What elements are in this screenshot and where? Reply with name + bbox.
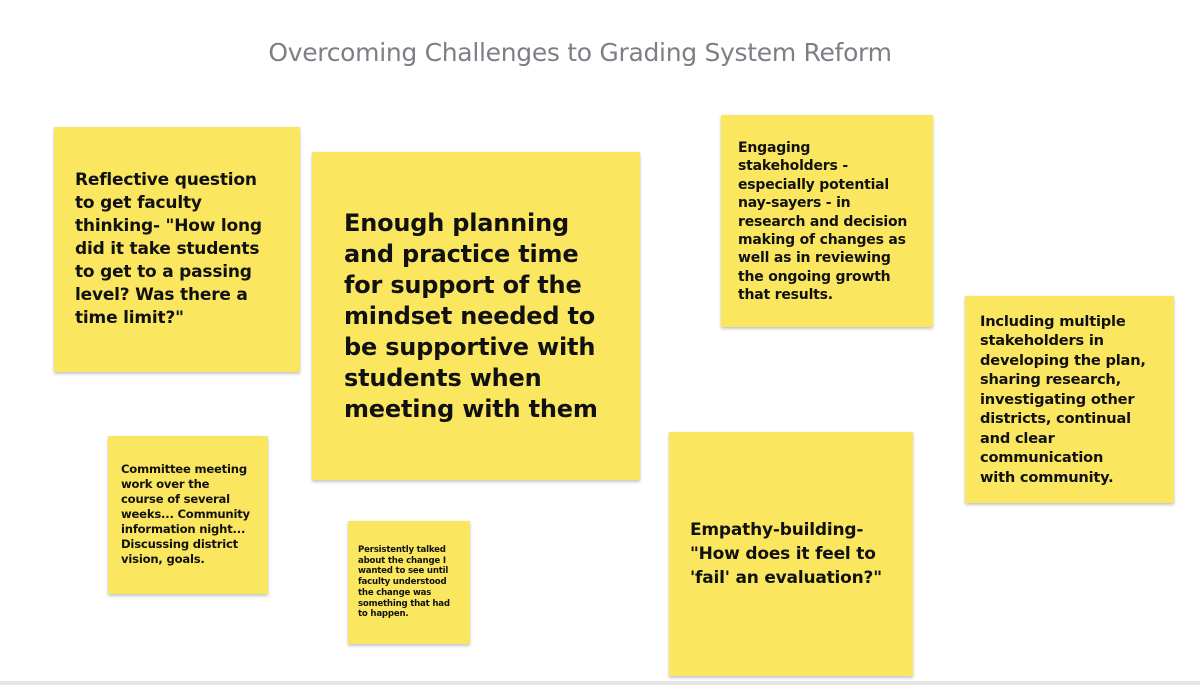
sticky-note-text: Persistently talked about the change I wanted to see until faculty understood the change was something that had to happen. [358,544,450,620]
sticky-note-empathy-building[interactable] [669,432,913,676]
sticky-note-reflective-question[interactable] [54,127,300,372]
board-title: Overcoming Challenges to Grading System Reform [268,38,892,67]
sticky-note-committee-meeting[interactable] [108,436,268,594]
sticky-note-text: Reflective question to get faculty thinking- "How long did it take students to get to a passing level? Was there a time limit?" [75,170,262,328]
sticky-note-text: Engaging stakeholders - especially potential nay-sayers - in research and decision making of changes as well as in reviewing the ongoing growth that results. [738,140,908,304]
sticky-note-text: Including multiple stakeholders in developing the plan, sharing research, investigating other districts, continual and clear communication with community. [980,312,1146,486]
sticky-note-text: Empathy-building- "How does it feel to 'fail' an evaluation?" [690,520,882,588]
sticky-note-text: Enough planning and practice time for support of the mindset needed to be supportive with students when meeting with them [344,208,598,423]
sticky-note-planning-time[interactable] [312,152,640,480]
sticky-note-persistently-talked[interactable] [348,521,470,644]
sticky-note-including-stakeholders[interactable] [965,296,1174,503]
sticky-note-engaging-stakeholders[interactable] [721,115,933,327]
sticky-note-text: Committee meeting work over the course of several weeks... Community information night... Discussing district vision, goals. [121,462,250,566]
canvas-bottom-edge [0,681,1200,685]
